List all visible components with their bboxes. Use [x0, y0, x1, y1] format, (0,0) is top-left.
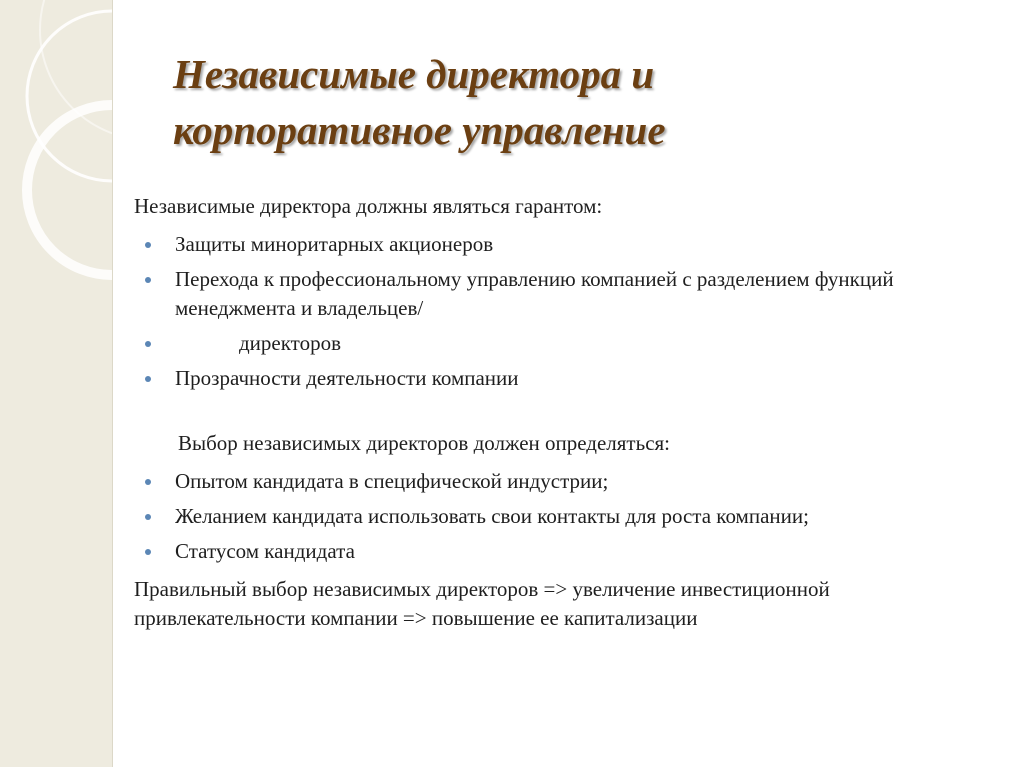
list-item-text: Желанием кандидата использовать свои контакты для роста компании;	[175, 504, 809, 528]
selection-intro-text: Выбор независимых директоров должен определяться:	[178, 431, 671, 455]
list-item	[134, 265, 974, 323]
conclusion-text: Правильный выбор независимых директоров => увеличение инвестиционной привлекательности компании => повышение ее капитализации	[134, 577, 830, 630]
list-item-text: Прозрачности деятельности компании	[175, 366, 519, 390]
list-item	[134, 467, 974, 496]
slide-title	[173, 46, 973, 158]
list-item	[134, 364, 974, 393]
decorative-side-panel	[0, 0, 113, 767]
guarantees-list	[134, 230, 974, 393]
list-item-text: директоров	[239, 331, 341, 355]
intro-text: Независимые директора должны являться гарантом:	[134, 194, 603, 218]
list-item-text: Защиты миноритарных акционеров	[175, 232, 494, 256]
list-item	[134, 537, 974, 566]
title-line-1: Независимые директора и	[173, 51, 655, 97]
slide-body	[134, 192, 974, 633]
title-line-2: корпоративное управление	[173, 107, 666, 153]
list-item	[134, 230, 974, 259]
bullet-icon	[145, 549, 151, 555]
bullet-icon	[145, 341, 151, 347]
bullet-icon	[145, 277, 151, 283]
list-item	[134, 502, 974, 531]
list-item-text: Статусом кандидата	[175, 539, 355, 563]
criteria-list	[134, 467, 974, 566]
list-item	[134, 329, 974, 358]
bullet-icon	[145, 479, 151, 485]
bullet-icon	[145, 242, 151, 248]
bullet-icon	[145, 514, 151, 520]
decorative-circles	[0, 0, 112, 767]
list-item-text: Перехода к профессиональному управлению компанией с разделением функций менеджмента и владельцев/	[175, 267, 894, 320]
bullet-icon	[145, 376, 151, 382]
list-item-text: Опытом кандидата в специфической индустрии;	[175, 469, 609, 493]
